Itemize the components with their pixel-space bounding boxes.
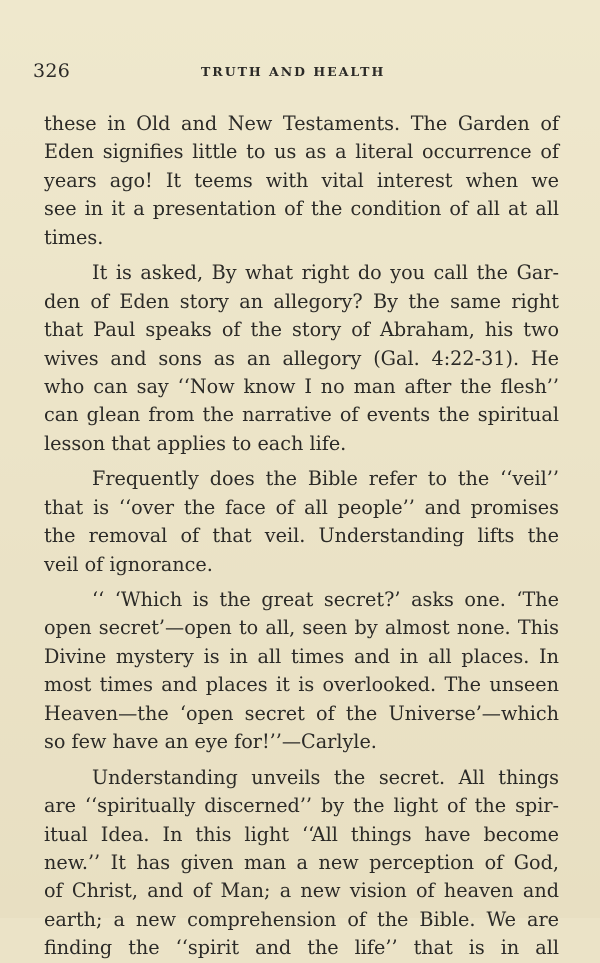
text-line: can glean from the narrative of events the spiritual <box>44 403 559 427</box>
paragraph <box>44 586 559 757</box>
text-line: itual Idea. In this light ‘‘All things have become <box>44 822 559 846</box>
text-line: the removal of that veil. Understanding lifts the <box>44 524 559 548</box>
running-title: TRUTH AND HEALTH <box>201 64 386 79</box>
text-line: earth; a new comprehension of the Bible. We are <box>44 907 559 931</box>
text-line: Heaven—the ‘open secret of the Universe’—which <box>44 701 559 725</box>
text-line: so few have an eye for!’’—Carlyle. <box>44 730 377 754</box>
text-line: these in Old and New Testaments. The Garden of <box>44 112 559 135</box>
text-line: It is asked, By what right do you call the Gar- <box>92 261 559 285</box>
text-line: lesson that applies to each life. <box>44 431 347 455</box>
text-line: veil of ignorance. <box>44 552 213 576</box>
text-line: den of Eden story an allegory? By the same right <box>44 289 559 313</box>
text-line: who can say ‘‘Now know I no man after the flesh’’ <box>44 374 559 398</box>
body-text <box>44 110 559 963</box>
paragraph <box>44 110 559 252</box>
text-line: see in it a presentation of the condition of all at all <box>44 197 559 221</box>
text-line: times. <box>44 225 104 249</box>
text-line: years ago! It teems with vital interest when we <box>44 168 559 192</box>
text-line: wives and sons as an allegory (Gal. 4:22-31). He <box>44 346 559 370</box>
text-line: Frequently does the Bible refer to the ‘‘veil’’ <box>92 467 559 491</box>
text-line: of Christ, and of Man; a new vision of heaven and <box>44 879 559 903</box>
text-line: that is ‘‘over the face of all people’’ and promises <box>44 495 559 519</box>
running-head <box>33 60 560 88</box>
paragraph <box>44 465 559 579</box>
text-line: Eden signifies little to us as a literal occurrence of <box>44 140 559 164</box>
text-line: open secret’—open to all, seen by almost none. This <box>44 616 559 640</box>
text-line: that Paul speaks of the story of Abraham, his two <box>44 318 559 342</box>
paragraph <box>44 764 559 963</box>
text-line: ‘‘ ‘Which is the great secret?’ asks one. ‘The <box>92 588 559 611</box>
page-number: 326 <box>33 60 71 82</box>
text-line: new.’’ It has given man a new perception of God, <box>44 850 559 874</box>
text-line: Divine mystery is in all times and in all places. In <box>44 644 559 668</box>
text-line: are ‘‘spiritually discerned’’ by the light of the spir- <box>44 794 559 818</box>
paragraph <box>44 259 559 458</box>
text-line: finding the ‘‘spirit and the life’’ that is in all <box>44 936 559 960</box>
text-line: most times and places it is overlooked. The unseen <box>44 673 559 697</box>
text-line: Understanding unveils the secret. All things <box>92 765 559 789</box>
